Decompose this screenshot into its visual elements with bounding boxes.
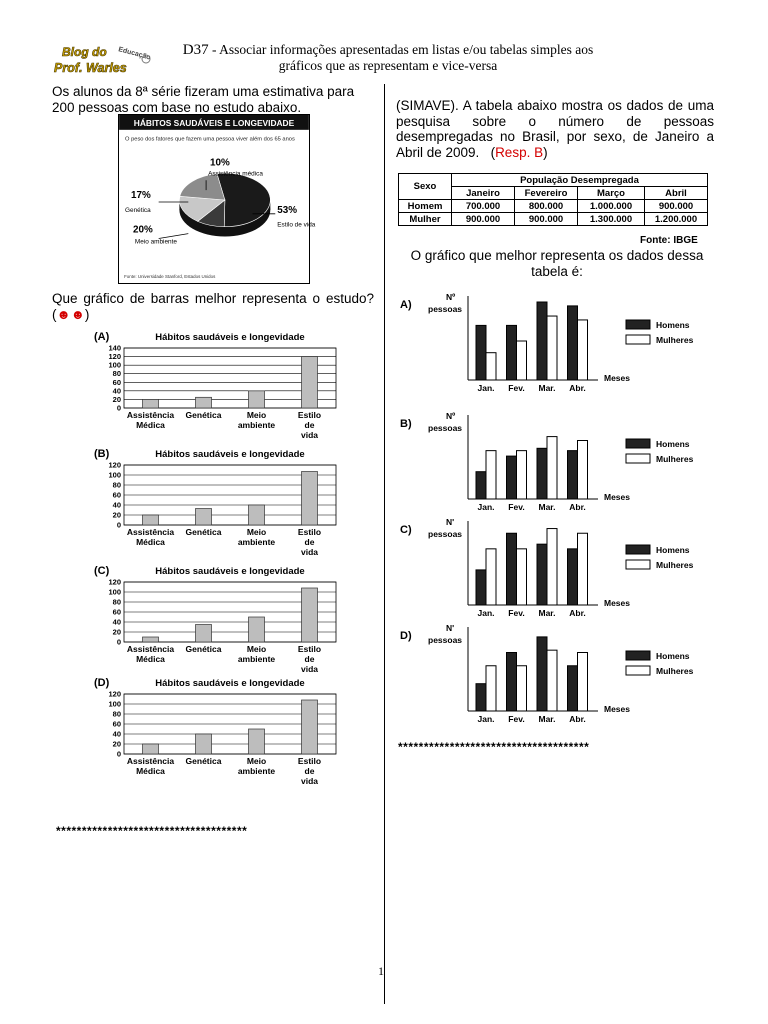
x-tick-label: Mar. — [538, 608, 556, 618]
bar — [578, 653, 588, 712]
y-tick-label: 140 — [108, 343, 121, 353]
bar — [507, 653, 517, 712]
y-tick-label: 120 — [108, 577, 121, 587]
bar — [476, 570, 486, 605]
bar — [568, 451, 578, 499]
slice-pct-10: 10% — [210, 157, 230, 169]
x-tick-label: Médica — [136, 766, 165, 776]
y-axis-label: pessoas — [428, 423, 463, 433]
x-tick-label: vida — [300, 430, 319, 440]
x-tick-label: Estilo — [297, 527, 322, 537]
table-month: Abril — [645, 187, 708, 200]
y-tick-label: 0 — [116, 637, 121, 647]
y-tick-label: 60 — [112, 377, 121, 387]
x-tick-label: Médica — [136, 420, 165, 430]
chart-option-c — [88, 560, 348, 681]
bar — [517, 451, 527, 499]
chart-option-b — [88, 443, 348, 564]
bar — [547, 437, 557, 499]
bar — [249, 617, 265, 642]
bar — [476, 684, 486, 711]
x-tick-label: Meio — [246, 756, 267, 766]
infographic-title: HÁBITOS SAUDÁVEIS E LONGEVIDADE — [133, 117, 295, 128]
x-tick-label: Assistência — [126, 410, 175, 420]
x-tick-label: Meio — [246, 410, 267, 420]
x-tick-label: Genética — [185, 527, 222, 537]
x-tick-label: ambiente — [237, 420, 276, 430]
chart-option-letter: C) — [400, 524, 412, 536]
chart-title: Hábitos saudáveis e longevidade — [155, 332, 305, 343]
right-separator-stars: ************************************* — [398, 740, 590, 754]
x-axis-label: Meses — [604, 492, 630, 502]
x-tick-label: Médica — [136, 537, 165, 547]
y-tick-label: 20 — [112, 739, 121, 749]
x-tick-label: Genética — [185, 644, 222, 654]
legend-swatch — [626, 560, 650, 569]
y-tick-label: 80 — [112, 480, 121, 490]
x-tick-label: Estilo — [297, 644, 322, 654]
x-axis-label: Meses — [604, 598, 630, 608]
blog-logo — [52, 41, 152, 77]
bar — [578, 533, 588, 605]
legend-label: Mulheres — [656, 560, 694, 570]
x-tick-label: vida — [300, 776, 319, 786]
header-line2: gráficos que as representam e vice-versa — [278, 58, 498, 73]
q1-intro: Os alunos da 8ª série fizeram uma estimativa para 200 pessoas com base no estudo abaixo. — [52, 84, 355, 115]
x-tick-label: ambiente — [237, 654, 276, 664]
bar — [196, 625, 212, 643]
slice-pct-20: 20% — [132, 224, 153, 236]
table-month: Janeiro — [452, 187, 515, 200]
y-tick-label: 0 — [116, 403, 121, 413]
legend-label: Homens — [656, 545, 690, 555]
q2-question: O gráfico que melhor representa os dados dessa tabela é: — [410, 248, 704, 279]
resp-b: Resp. B — [495, 144, 544, 160]
chart-option-letter: B) — [400, 418, 412, 430]
bar — [507, 325, 517, 380]
page-header-title — [163, 42, 613, 74]
table-cell: 800.000 — [515, 200, 578, 213]
y-tick-label: 120 — [108, 460, 121, 470]
infographic-subtitle: O peso dos fatores que fazem uma pessoa viver além dos 65 anos — [125, 136, 295, 143]
chart-title: Hábitos saudáveis e longevidade — [155, 449, 305, 460]
table-cell: 900.000 — [452, 213, 515, 226]
legend-label: Homens — [656, 320, 690, 330]
table-source: Fonte: IBGE — [640, 235, 698, 246]
x-axis-label: Meses — [604, 704, 630, 714]
pie-slice — [180, 174, 225, 200]
column-divider — [384, 84, 385, 1004]
bar — [507, 456, 517, 499]
x-tick-label: Fev. — [508, 383, 525, 393]
x-tick-label: Jan. — [477, 502, 495, 512]
table-row-label: Mulher — [399, 213, 452, 226]
x-tick-label: de — [304, 420, 315, 430]
y-tick-label: 40 — [112, 729, 121, 739]
x-axis-label: Meses — [604, 373, 630, 383]
x-tick-label: vida — [300, 664, 319, 674]
bar — [143, 399, 159, 408]
y-tick-label: 0 — [116, 749, 121, 759]
y-tick-label: 100 — [108, 360, 121, 370]
bar — [143, 744, 159, 754]
bar — [537, 302, 547, 380]
legend-swatch — [626, 335, 650, 344]
bar — [143, 515, 159, 525]
y-tick-label: 20 — [112, 394, 121, 404]
bar — [547, 650, 557, 711]
table-row-label: Homem — [399, 200, 452, 213]
x-tick-label: Assistência — [126, 527, 175, 537]
chart-option-letter: (C) — [94, 565, 110, 577]
chart-option-d — [88, 672, 348, 793]
x-tick-label: Mar. — [538, 502, 556, 512]
x-tick-label: Meio — [246, 527, 267, 537]
bar — [302, 472, 318, 526]
bar — [568, 666, 578, 711]
y-tick-label: 120 — [108, 689, 121, 699]
infographic-source: Fonte: Universidade Stanford, Estados Unidos — [124, 274, 216, 280]
chart-option-letter: D) — [400, 630, 412, 642]
x-tick-label: ambiente — [237, 537, 276, 547]
x-tick-label: de — [304, 654, 315, 664]
legend-swatch — [626, 320, 650, 329]
bar — [486, 353, 496, 380]
q1-question: Que gráfico de barras melhor representa o estudo? (☻☻) — [52, 291, 374, 322]
table-cell: 1.200.000 — [645, 213, 708, 226]
y-tick-label: 20 — [112, 627, 121, 637]
descriptor-code: D37 — [182, 42, 209, 58]
bar — [196, 509, 212, 526]
x-tick-label: de — [304, 766, 315, 776]
bar — [302, 700, 318, 754]
bar — [302, 588, 318, 642]
bar — [486, 666, 496, 711]
y-tick-label: 100 — [108, 470, 121, 480]
chart-option-letter: (B) — [94, 448, 110, 460]
unemployment-table — [398, 173, 708, 226]
x-tick-label: Fev. — [508, 608, 525, 618]
bar — [302, 357, 318, 408]
infographic-pie — [118, 114, 316, 284]
x-tick-label: vida — [300, 547, 319, 557]
bar — [486, 451, 496, 499]
bar — [486, 549, 496, 605]
table-cell: 900.000 — [645, 200, 708, 213]
y-axis-label: Nº — [446, 411, 456, 421]
slice-label-meio: Meio ambiente — [134, 238, 177, 246]
legend-swatch — [626, 545, 650, 554]
q2-intro: (SIMAVE). A tabela abaixo mostra os dados de uma pesquisa sobre o número de pessoas desempregadas no Brasil, por sexo, de Janeiro a Abril de 2009. (Resp. B) — [396, 98, 714, 160]
answer-chart-c — [398, 513, 718, 628]
bar — [517, 549, 527, 605]
slice-pct-17: 17% — [130, 190, 151, 202]
header-line1: - Associar informações apresentadas em listas e/ou tabelas simples aos — [208, 42, 594, 57]
y-tick-label: 0 — [116, 520, 121, 530]
bar — [517, 341, 527, 380]
chart-option-letter: A) — [400, 299, 412, 311]
y-axis-label: N' — [446, 517, 455, 527]
x-tick-label: Abr. — [569, 608, 586, 618]
svg-text:Prof. Warles: Prof. Warles — [54, 61, 127, 75]
y-axis-label: N' — [446, 623, 455, 633]
y-tick-label: 60 — [112, 490, 121, 500]
y-tick-label: 60 — [112, 607, 121, 617]
y-tick-label: 40 — [112, 617, 121, 627]
y-tick-label: 100 — [108, 587, 121, 597]
bar — [578, 320, 588, 380]
x-tick-label: Jan. — [477, 383, 495, 393]
chart-option-letter: (D) — [94, 677, 110, 689]
x-tick-label: Abr. — [569, 383, 586, 393]
answer-marks: ☻☻ — [56, 306, 85, 322]
x-tick-label: Abr. — [569, 714, 586, 724]
y-tick-label: 40 — [112, 386, 121, 396]
bar — [249, 505, 265, 525]
svg-text:Blog do: Blog do — [62, 45, 107, 59]
table-month: Março — [578, 187, 645, 200]
bar — [547, 316, 557, 380]
x-tick-label: Jan. — [477, 714, 495, 724]
y-axis-label: Nº — [446, 292, 456, 302]
x-tick-label: Genética — [185, 410, 222, 420]
legend-label: Mulheres — [656, 335, 694, 345]
bar — [476, 325, 486, 380]
x-tick-label: Jan. — [477, 608, 495, 618]
x-tick-label: de — [304, 537, 315, 547]
table-cell: 700.000 — [452, 200, 515, 213]
x-tick-label: Assistência — [126, 644, 175, 654]
y-axis-label: pessoas — [428, 635, 463, 645]
x-tick-label: Médica — [136, 654, 165, 664]
bar — [578, 441, 588, 500]
svg-text:Educação: Educação — [117, 46, 152, 62]
table-month: Fevereiro — [515, 187, 578, 200]
bar — [537, 544, 547, 605]
x-tick-label: Fev. — [508, 502, 525, 512]
y-tick-label: 80 — [112, 597, 121, 607]
x-tick-label: Estilo — [297, 756, 322, 766]
bar — [196, 734, 212, 754]
bar — [476, 472, 486, 499]
bar — [143, 637, 159, 642]
table-cell: 1.300.000 — [578, 213, 645, 226]
legend-swatch — [626, 439, 650, 448]
chart-title: Hábitos saudáveis e longevidade — [155, 566, 305, 577]
answer-chart-b — [398, 407, 718, 522]
chart-option-letter: (A) — [94, 331, 110, 343]
y-tick-label: 120 — [108, 352, 121, 362]
y-tick-label: 80 — [112, 369, 121, 379]
table-group-header: População Desempregada — [452, 174, 708, 187]
table-cell: 900.000 — [515, 213, 578, 226]
answer-chart-d — [398, 619, 718, 734]
y-tick-label: 20 — [112, 510, 121, 520]
bar — [568, 549, 578, 605]
bar — [507, 533, 517, 605]
y-tick-label: 40 — [112, 500, 121, 510]
slice-label-estilo: Estilo de vida — [277, 221, 316, 229]
legend-label: Mulheres — [656, 666, 694, 676]
x-tick-label: Abr. — [569, 502, 586, 512]
legend-label: Homens — [656, 439, 690, 449]
legend-label: Homens — [656, 651, 690, 661]
legend-swatch — [626, 651, 650, 660]
x-tick-label: Mar. — [538, 383, 556, 393]
x-tick-label: Genética — [185, 756, 222, 766]
x-tick-label: Meio — [246, 644, 267, 654]
y-tick-label: 100 — [108, 699, 121, 709]
x-tick-label: Assistência — [126, 756, 175, 766]
slice-label-assistencia: Assistência médica — [208, 170, 263, 178]
bar — [537, 637, 547, 711]
bar — [249, 391, 265, 408]
chart-option-a — [88, 326, 348, 447]
y-axis-label: pessoas — [428, 529, 463, 539]
table-cell: 1.000.000 — [578, 200, 645, 213]
x-tick-label: Fev. — [508, 714, 525, 724]
x-tick-label: Mar. — [538, 714, 556, 724]
left-separator-stars: ************************************* — [56, 824, 248, 838]
slice-pct-53: 53% — [277, 204, 298, 216]
table-corner: Sexo — [399, 174, 452, 200]
legend-label: Mulheres — [656, 454, 694, 464]
y-tick-label: 60 — [112, 719, 121, 729]
x-tick-label: ambiente — [237, 766, 276, 776]
legend-swatch — [626, 666, 650, 675]
answer-chart-a — [398, 288, 718, 403]
page-number: 1 — [378, 964, 384, 978]
slice-label-genetica: Genética — [125, 206, 151, 214]
chart-title: Hábitos saudáveis e longevidade — [155, 678, 305, 689]
bar — [249, 729, 265, 754]
legend-swatch — [626, 454, 650, 463]
bar — [537, 448, 547, 499]
y-tick-label: 80 — [112, 709, 121, 719]
y-axis-label: pessoas — [428, 304, 463, 314]
x-tick-label: Estilo — [297, 410, 322, 420]
bar — [547, 529, 557, 605]
bar — [517, 666, 527, 711]
bar — [568, 306, 578, 380]
bar — [196, 397, 212, 408]
